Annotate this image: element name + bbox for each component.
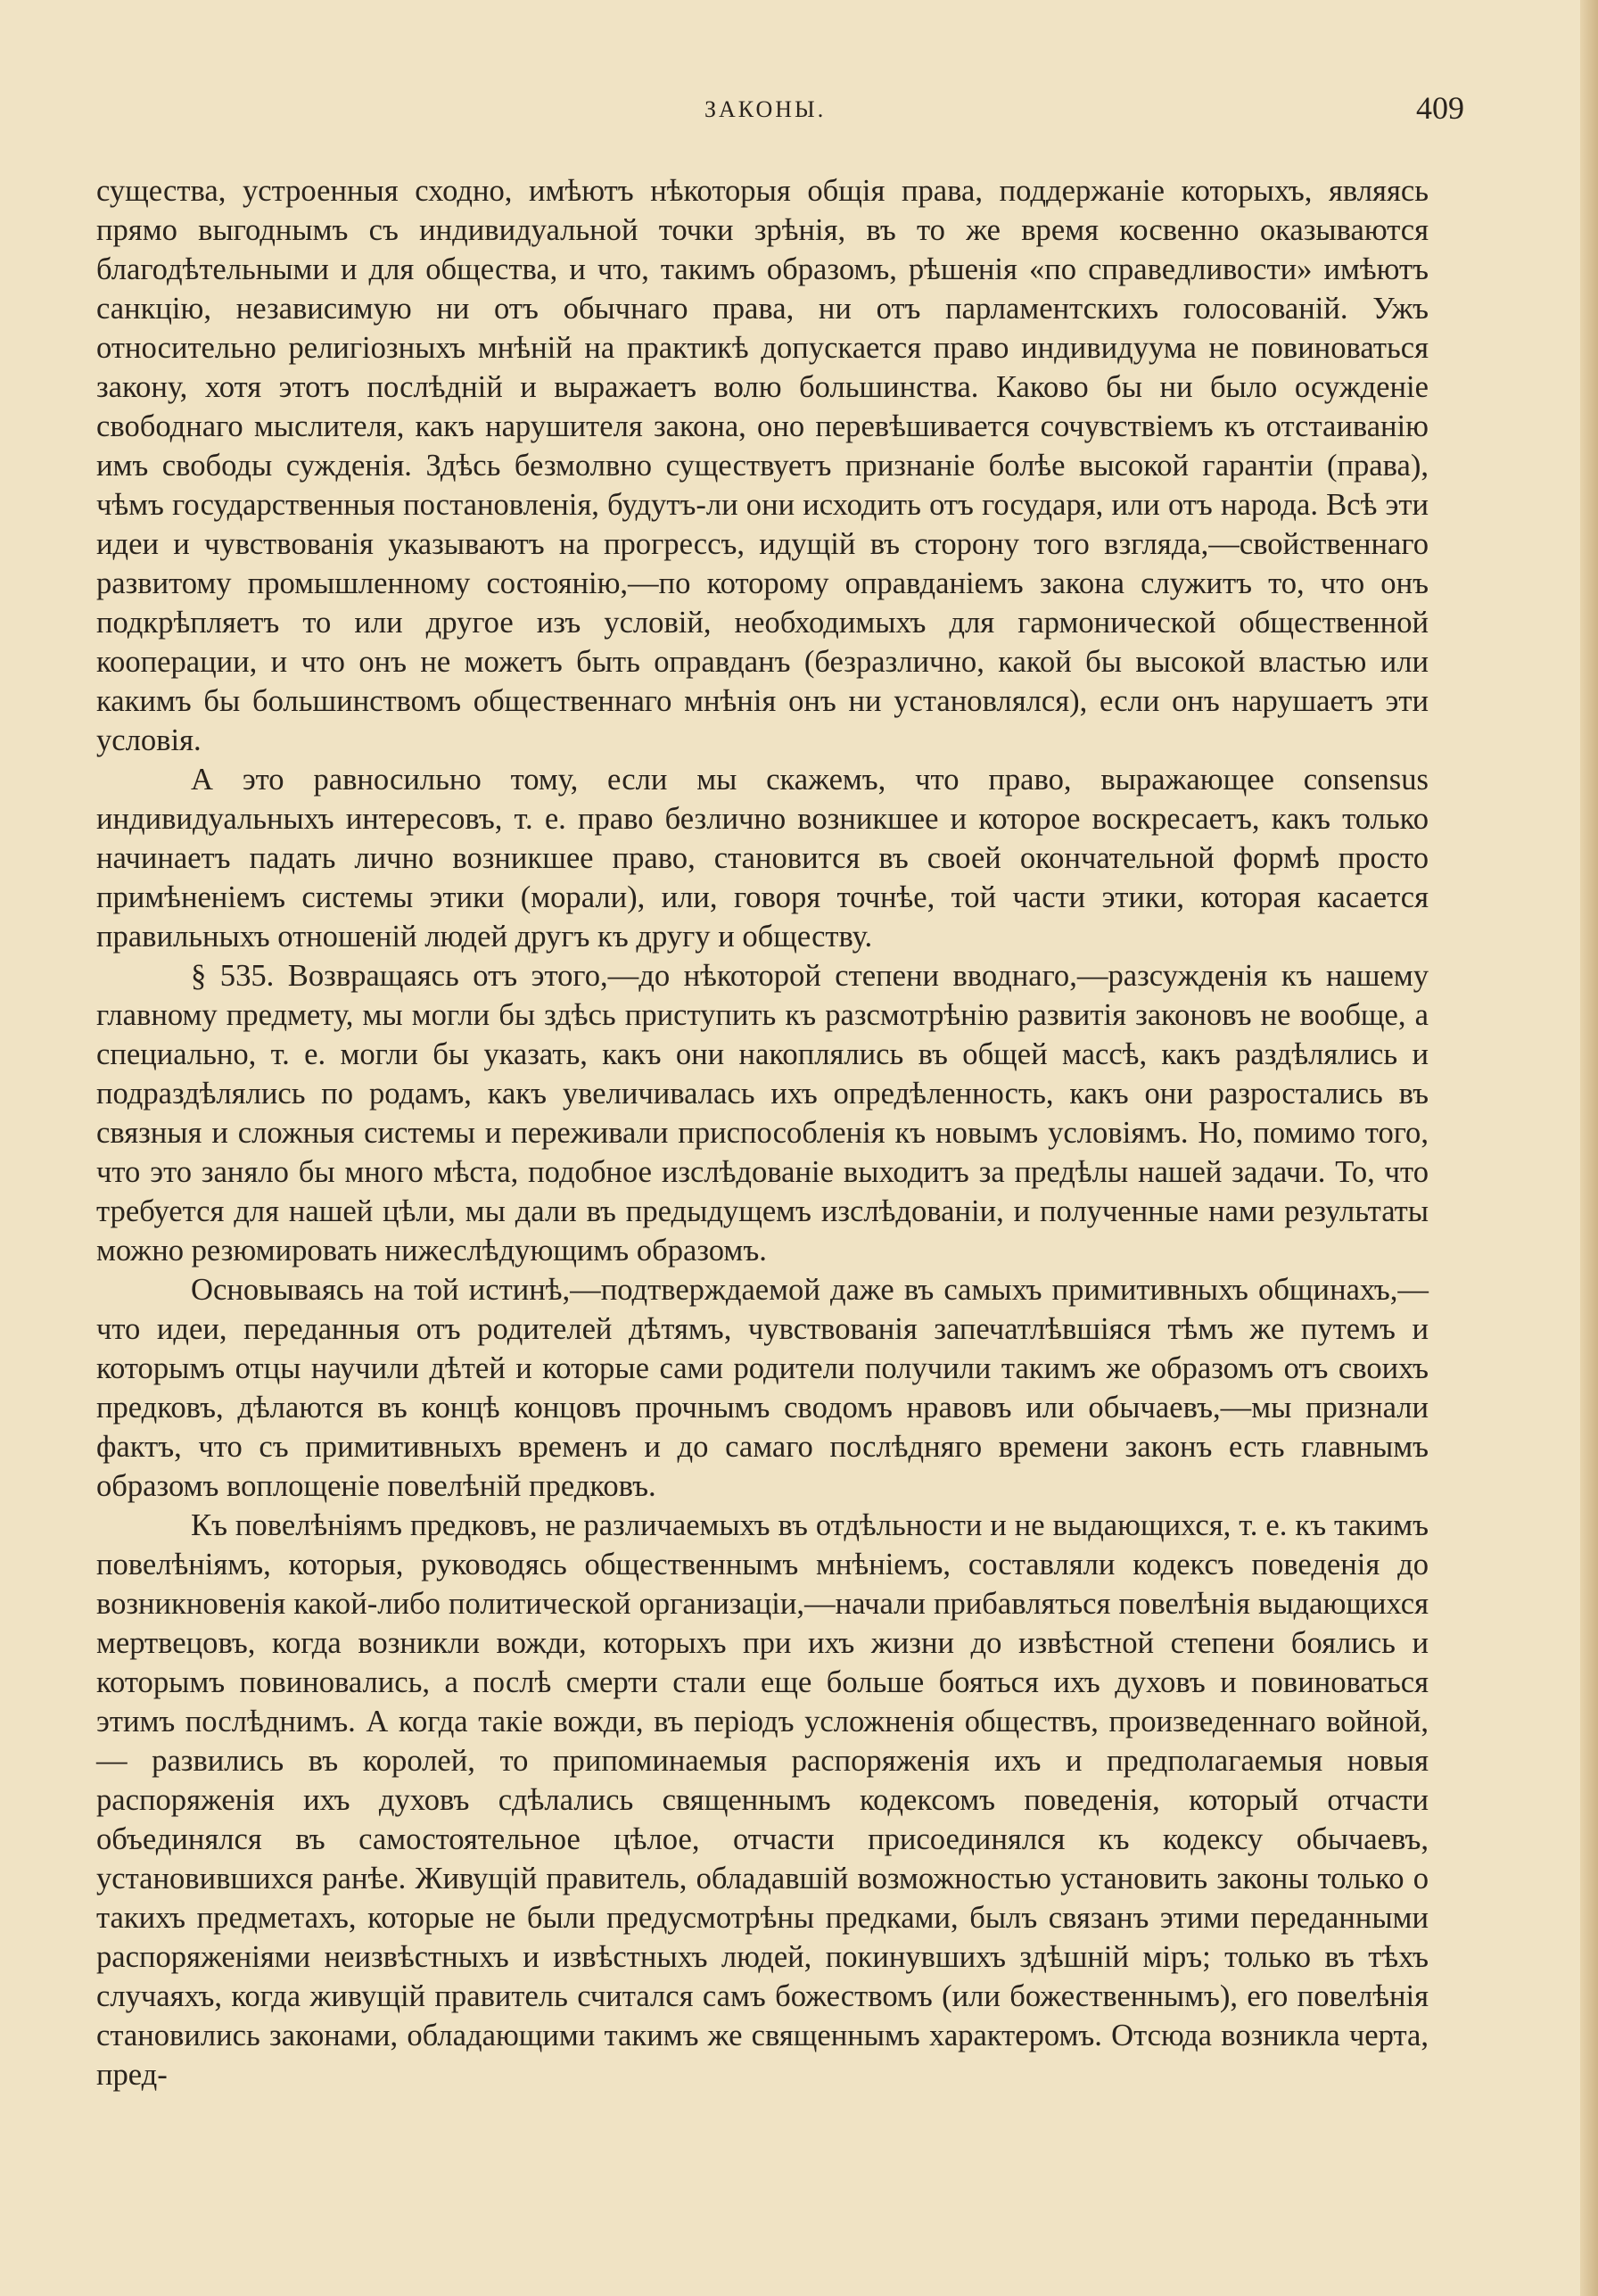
paragraph-ancestors-truth: Основываясь на той истинѣ,—подтверждаемой даже въ самыхъ примитивныхъ общинахъ,—что идеи, переданныя отъ родителей дѣтямъ, чувствованія запечатлѣвшіяся тѣмъ же путемъ и которымъ отцы научили дѣтей и которые сами родители получили такимъ же образомъ отъ своихъ предковъ, дѣлаются въ концѣ концовъ прочнымъ сводомъ нравовъ или обычаевъ,—мы признали фактъ, что съ примитивныхъ временъ и до самаго послѣдняго времени законъ есть главнымъ образомъ воплощеніе повелѣній предковъ. (96, 1273, 1429, 1503)
page-number: 409 (1416, 90, 1464, 126)
paragraph-consensus: А это равносильно тому, если мы скажемъ, что право, выражающее consensus индивидуальныхъ интересовъ, т. е. право безлично возникшее и которое воскресаетъ, какъ только начинаетъ падать лично возникшее право, становится въ своей окончательной формѣ просто примѣненіемъ системы этики (морали), или, говоря точнѣе, той части этики, которая касается правильныхъ отношеній людей другъ къ другу и обществу. (96, 763, 1429, 954)
running-head: ЗАКОНЫ. (704, 96, 827, 122)
paragraph-continuation: существа, устроенныя сходно, имѣютъ нѣкоторыя общія права, поддержаніе которыхъ, являясь прямо выгоднымъ съ индивидуальной точки зрѣнія, въ то же время косвенно оказываются благодѣтельными и для общества, и что, такимъ образомъ, рѣшенія «по справедливости» имѣютъ санкцію, независимую ни отъ обычнаго права, ни отъ парламентскихъ голосованій. Ужъ относительно религіозныхъ мнѣній на практикѣ допускается право индивидуума не повиноваться закону, хотя этотъ послѣдній и выражаетъ волю большинства. Каково бы ни было осужденіе свободнаго мыслителя, какъ нарушителя закона, оно перевѣшивается сочувствіемъ къ отстаиванію имъ свободы сужденія. Здѣсь безмолвно существуетъ признаніе болѣе высокой гарантіи (права), чѣмъ государственныя постановленія, будутъ-ли они исходить отъ государя, или отъ народа. Всѣ эти идеи и чувствованія указываютъ на прогрессъ, идущій въ сторону того взгляда,—свойственнаго развитому промышленному состоянію,—по которому оправданіемъ закона служитъ то, что онъ подкрѣпляетъ то или другое изъ условій, необходимыхъ для гармонической общественной кооперации, и что онъ не можетъ быть оправданъ (безразлично, какой бы высокой властью или какимъ бы большинствомъ общественнаго мнѣнія онъ ни установлялся), если онъ нарушаетъ эти условія. (96, 174, 1429, 757)
page-edge (1580, 0, 1598, 2296)
paragraph-section-535: § 535. Возвращаясь отъ этого,—до нѣкоторой степени вводнаго,—разсужденія къ нашему главному предмету, мы могли бы здѣсь приступить къ разсмотрѣнію развитія законовъ не вообще, а специально, т. е. могли бы указать, какъ они накоплялись въ общей массѣ, какъ раздѣлялись и подраздѣлялись по родамъ, какъ увеличивалась ихъ опредѣленность, какъ они разростались въ связныя и сложныя системы и переживали приспособленія къ новымъ условіямъ. Но, помимо того, что это заняло бы много мѣста, подобное изслѣдованіе выходитъ за предѣлы нашей задачи. То, что требуется для нашей цѣли, мы дали въ предыдущемъ изслѣдованіи, и полученные нами результаты можно резюмировать нижеслѣдующимъ образомъ. (96, 959, 1429, 1268)
page-header (98, 89, 1464, 134)
body-text (96, 171, 1429, 2094)
paragraph-ancestral-commands: Къ повелѣніямъ предковъ, не различаемыхъ въ отдѣльности и не выдающихся, т. е. къ такимъ повелѣніямъ, которыя, руководясь общественнымъ мнѣніемъ, составляли кодексъ поведенія до возникновенія какой-либо политической организаціи,—начали прибавляться повелѣнія выдающихся мертвецовъ, когда возникли вожди, которыхъ при ихъ жизни до извѣстной степени боялись и которымъ повиновались, а послѣ смерти стали еще больше бояться ихъ духовъ и повиноваться этимъ послѣднимъ. А когда такіе вожди, въ періодъ усложненія обществъ, произведеннаго войной, — развились въ королей, то припоминаемыя распоряженія ихъ и предполагаемыя новыя распоряженія ихъ духовъ сдѣлались священнымъ кодексомъ поведенія, который отчасти объединялся въ самостоятельное цѣлое, отчасти присоединялся къ кодексу обычаевъ, установившихся ранѣе. Живущій правитель, обладавшій возможностью установить законы только о такихъ предметахъ, которые не были предусмотрѣны предками, былъ связанъ этими переданными распоряженіями неизвѣстныхъ и извѣстныхъ людей, покинувшихъ здѣшній міръ; только въ тѣхъ случаяхъ, когда живущій правитель считался самъ божествомъ (или божественнымъ), его повелѣнія становились законами, обладающими такимъ же священнымъ характеромъ. Отсюда возникла черта, пред- (96, 1508, 1429, 2092)
